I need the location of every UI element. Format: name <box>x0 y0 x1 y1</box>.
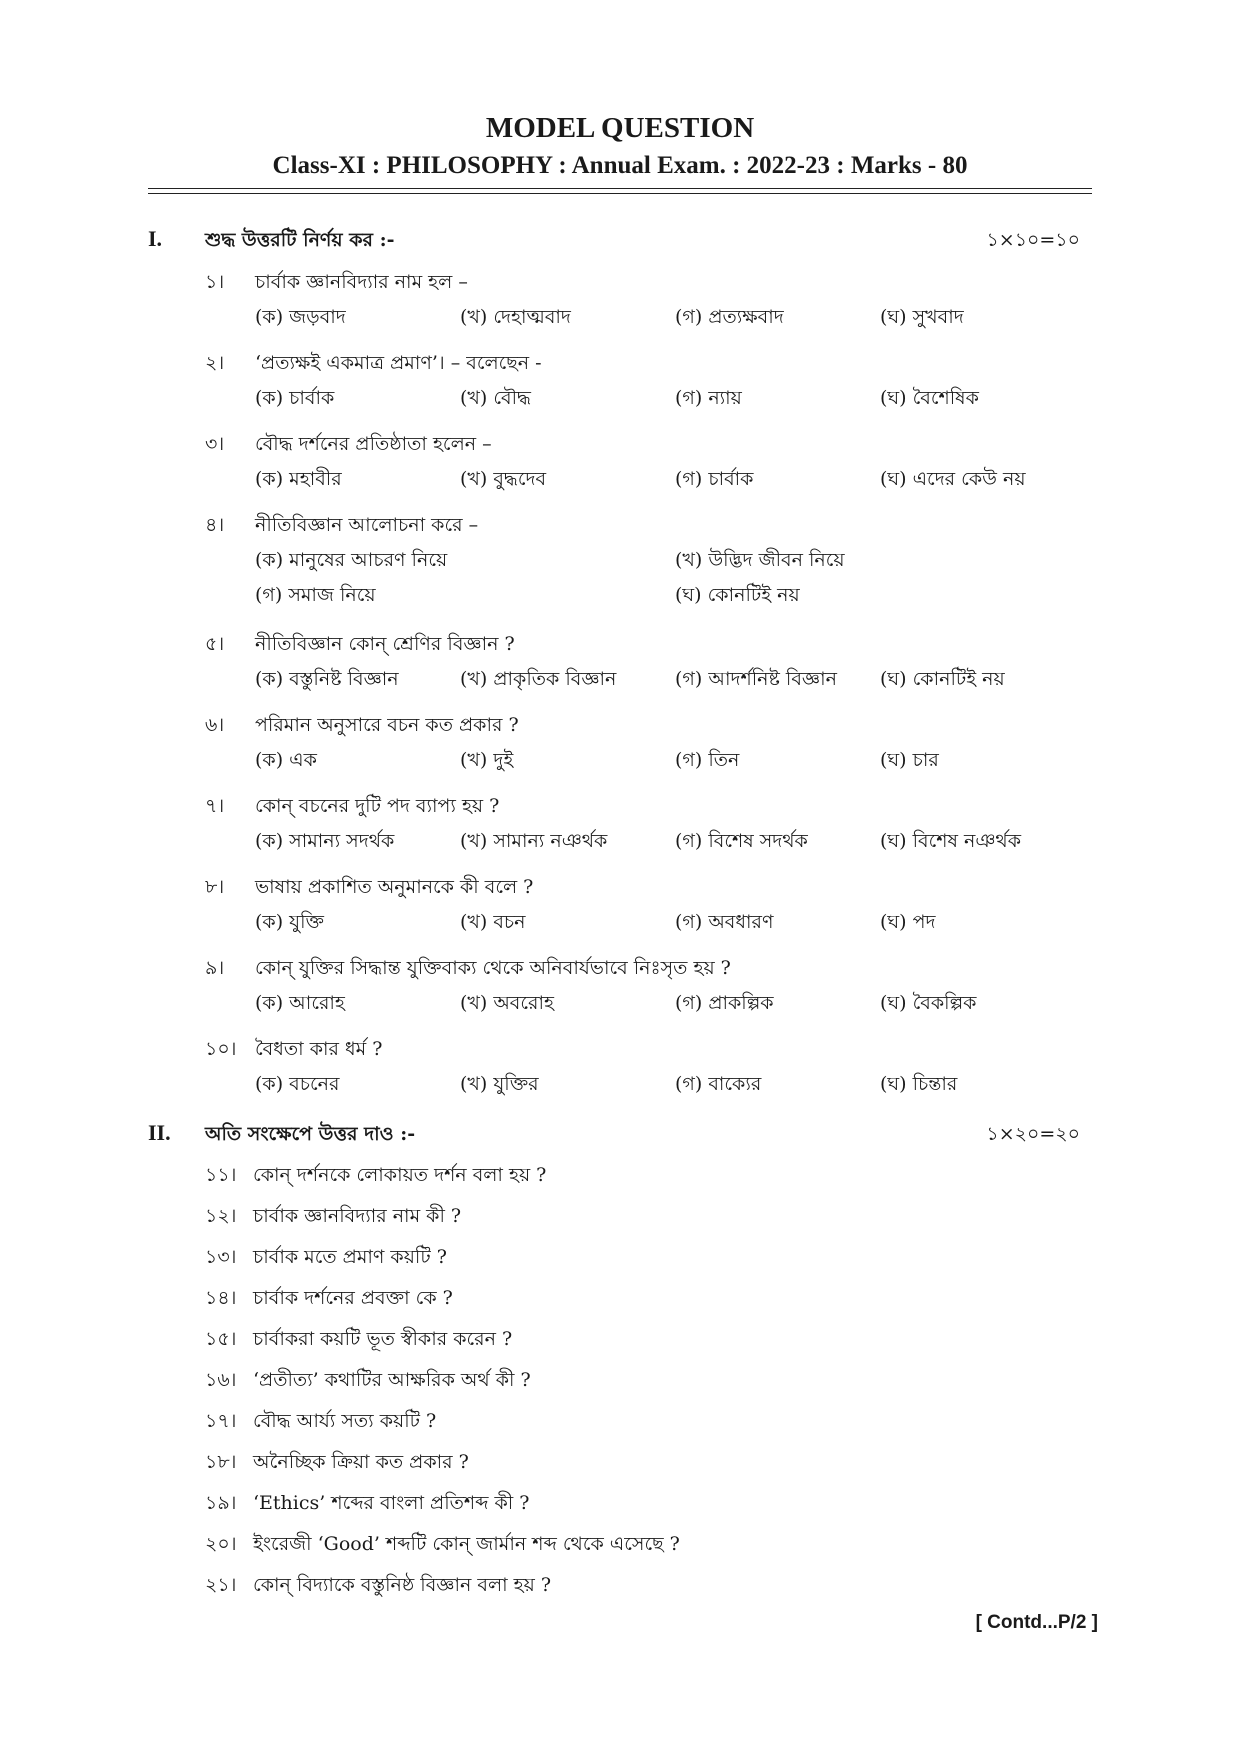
option: (ক) মহাবীর <box>255 468 342 490</box>
question-text: ‘প্রতীত্য’ কথাটির আক্ষরিক অর্থ কী ? <box>253 1369 531 1391</box>
question-number: ১৭। <box>205 1410 237 1432</box>
option: (গ) প্রাকল্পিক <box>675 992 774 1014</box>
short-question <box>205 1242 447 1272</box>
option: (ঘ) চিন্তার <box>880 1073 958 1095</box>
question-text: নীতিবিজ্ঞান আলোচনা করে – <box>255 514 479 536</box>
option: (ক) সামান্য সদর্থক <box>255 830 395 852</box>
option: (ঘ) এদের কেউ নয় <box>880 468 1026 490</box>
question-text: চার্বাক দর্শনের প্রবক্তা কে ? <box>253 1287 453 1309</box>
divider <box>148 193 1092 194</box>
question-number: ২। <box>205 352 225 374</box>
option: (ঘ) বৈকল্পিক <box>880 992 977 1014</box>
option: (খ) দুই <box>460 749 514 771</box>
question-item <box>205 508 1095 613</box>
continued-note: [ Contd...P/2 ] <box>975 1612 1098 1633</box>
question-item <box>205 708 1095 778</box>
question-text: বৈধতা কার ধর্ম ? <box>255 1038 383 1060</box>
question-text: চার্বাক জ্ঞানবিদ্যার নাম হল – <box>255 271 468 293</box>
option: (গ) ন্যায় <box>675 387 742 409</box>
question-number: ১৫। <box>205 1328 237 1350</box>
option: (গ) সমাজ নিয়ে <box>255 584 376 606</box>
option: (গ) প্রত্যক্ষবাদ <box>675 306 784 328</box>
option: (ক) বস্তুনিষ্ট বিজ্ঞান <box>255 668 399 690</box>
section-marks: ১×১০=১০ <box>986 229 1080 251</box>
section-marks: ১×২০=২০ <box>986 1123 1080 1145</box>
option: (খ) যুক্তির <box>460 1073 539 1095</box>
page-title: MODEL QUESTION <box>485 112 755 144</box>
question-number: ১। <box>205 271 225 293</box>
option: (খ) অবরোহ <box>460 992 554 1014</box>
section-title: শুদ্ধ উত্তরটি নির্ণয় কর :- <box>205 229 395 251</box>
option: (ক) বচনের <box>255 1073 340 1095</box>
short-question <box>205 1488 529 1518</box>
option: (খ) বৌদ্ধ <box>460 387 531 409</box>
option: (খ) বচন <box>460 911 526 933</box>
option: (ঘ) চার <box>880 749 939 771</box>
option: (খ) সামান্য নঞর্থক <box>460 830 608 852</box>
question-item <box>205 265 1095 335</box>
question-number: ৯। <box>205 957 225 979</box>
question-text: বৌদ্ধ আর্য্য সত্য কয়টি ? <box>253 1410 437 1432</box>
option: (খ) প্রাকৃতিক বিজ্ঞান <box>460 668 617 690</box>
question-text: চার্বাক মতে প্রমাণ কয়টি ? <box>253 1246 447 1268</box>
question-item <box>205 870 1095 940</box>
divider <box>148 188 1092 189</box>
question-number: ৩। <box>205 433 225 455</box>
question-text: কোন্ বচনের দুটি পদ ব্যাপ্য হয় ? <box>255 795 500 817</box>
option: (গ) অবধারণ <box>675 911 774 933</box>
question-text: চার্বাকরা কয়টি ভূত স্বীকার করেন ? <box>253 1328 513 1350</box>
question-text: কোন্ দর্শনকে লোকায়ত দর্শন বলা হয় ? <box>253 1164 547 1186</box>
question-text: ইংরেজী ‘Good’ শব্দটি কোন্ জার্মান শব্দ থেকে এসেছে ? <box>253 1533 680 1555</box>
question-number: ৭। <box>205 795 225 817</box>
page-subtitle: Class-XI : PHILOSOPHY : Annual Exam. : 2022-23 : Marks - 80 <box>272 152 968 179</box>
short-question <box>205 1283 453 1313</box>
option: (ঘ) বিশেষ নঞর্থক <box>880 830 1022 852</box>
option: (খ) উদ্ভিদ জীবন নিয়ে <box>675 549 845 571</box>
question-text: ‘প্রত্যক্ষই একমাত্র প্রমাণ’। – বলেছেন - <box>255 352 542 374</box>
question-text: অনৈচ্ছিক ক্রিয়া কত প্রকার ? <box>253 1451 469 1473</box>
question-number: ৮। <box>205 876 225 898</box>
question-text: কোন্ বিদ্যাকে বস্তুনিষ্ঠ বিজ্ঞান বলা হয় ? <box>253 1574 552 1596</box>
option: (খ) বুদ্ধদেব <box>460 468 547 490</box>
short-question <box>205 1447 469 1477</box>
question-item <box>205 951 1095 1021</box>
option: (গ) চার্বাক <box>675 468 754 490</box>
short-question <box>205 1160 546 1190</box>
question-item <box>205 346 1095 416</box>
option: (ঘ) কোনটিই নয় <box>880 668 1005 690</box>
option: (ক) চার্বাক <box>255 387 335 409</box>
short-question <box>205 1529 680 1559</box>
question-number: ১০। <box>205 1038 237 1060</box>
question-number: ৫। <box>205 633 225 655</box>
question-number: ১৬। <box>205 1369 237 1391</box>
question-item <box>205 427 1095 497</box>
short-question <box>205 1570 551 1600</box>
short-question <box>205 1324 512 1354</box>
question-number: ৪। <box>205 514 225 536</box>
question-text: ‘Ethics’ শব্দের বাংলা প্রতিশব্দ কী ? <box>253 1492 530 1514</box>
question-number: ২০। <box>205 1533 237 1555</box>
option: (গ) তিন <box>675 749 740 771</box>
short-question <box>205 1406 436 1436</box>
question-number: ১৩। <box>205 1246 237 1268</box>
question-text: বৌদ্ধ দর্শনের প্রতিষ্ঠাতা হলেন – <box>255 433 492 455</box>
question-number: ৬। <box>205 714 225 736</box>
section-title: অতি সংক্ষেপে উত্তর দাও :- <box>205 1123 416 1145</box>
question-text: চার্বাক জ্ঞানবিদ্যার নাম কী ? <box>253 1205 462 1227</box>
question-number: ১৮। <box>205 1451 237 1473</box>
section-number: II. <box>148 1120 171 1145</box>
option: (খ) দেহাত্মবাদ <box>460 306 571 328</box>
option: (গ) বাক্যের <box>675 1073 762 1095</box>
question-number: ১১। <box>205 1164 237 1186</box>
section-number: I. <box>148 226 163 251</box>
question-number: ২১। <box>205 1574 237 1596</box>
question-item <box>205 1032 1095 1102</box>
option: (ক) জড়বাদ <box>255 306 346 328</box>
option: (ঘ) বৈশেষিক <box>880 387 979 409</box>
option: (গ) আদর্শনিষ্ট বিজ্ঞান <box>675 668 837 690</box>
option: (ঘ) সুখবাদ <box>880 306 964 328</box>
option: (ক) এক <box>255 749 317 771</box>
short-question <box>205 1201 461 1231</box>
question-number: ১৪। <box>205 1287 237 1309</box>
question-number: ১২। <box>205 1205 237 1227</box>
question-item <box>205 789 1095 859</box>
option: (ক) মানুষের আচরণ নিয়ে <box>255 549 448 571</box>
question-text: ভাষায় প্রকাশিত অনুমানকে কী বলে ? <box>255 876 534 898</box>
option: (ক) আরোহ <box>255 992 345 1014</box>
question-number: ১৯। <box>205 1492 237 1514</box>
question-text: কোন্ যুক্তির সিদ্ধান্ত যুক্তিবাক্য থেকে অনিবার্যভাবে নিঃসৃত হয় ? <box>255 957 731 979</box>
short-question <box>205 1365 531 1395</box>
question-item <box>205 627 1095 697</box>
option: (ঘ) কোনটিই নয় <box>675 584 800 606</box>
question-text: পরিমান অনুসারে বচন কত প্রকার ? <box>255 714 519 736</box>
option: (ঘ) পদ <box>880 911 936 933</box>
option: (গ) বিশেষ সদর্থক <box>675 830 808 852</box>
option: (ক) যুক্তি <box>255 911 324 933</box>
question-text: নীতিবিজ্ঞান কোন্ শ্রেণির বিজ্ঞান ? <box>255 633 515 655</box>
